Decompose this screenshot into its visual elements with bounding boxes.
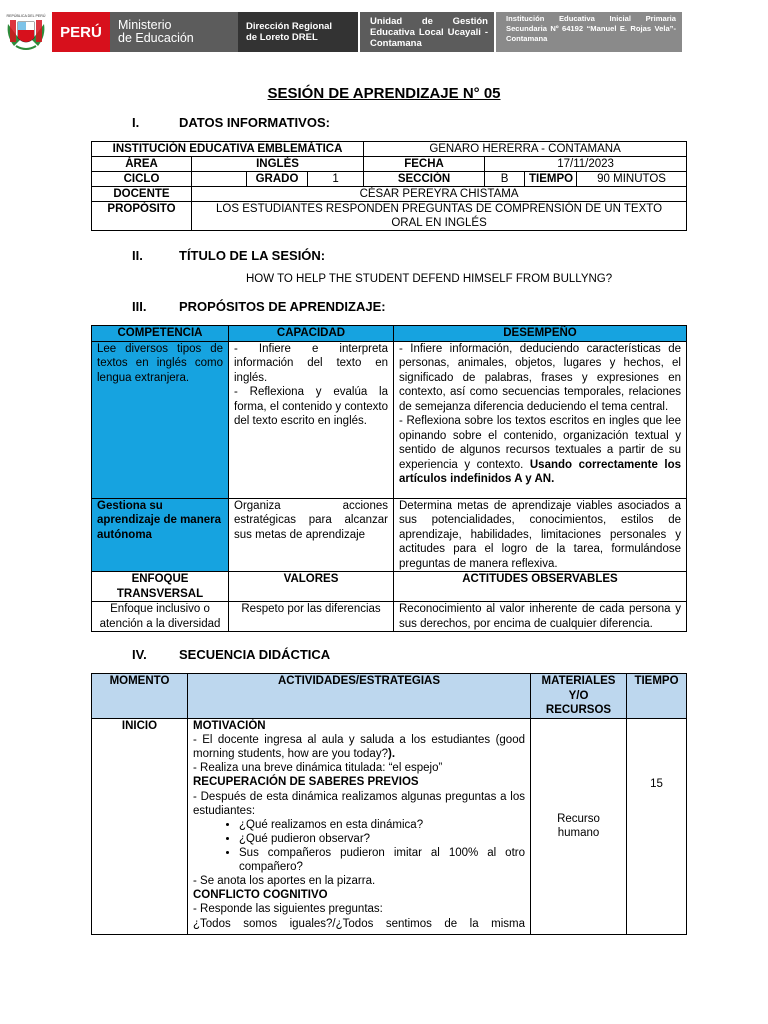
peru-crest [0, 10, 52, 54]
activity-line [193, 733, 525, 761]
capacidad-gestiona: Organiza acciones estratégicas para alcanzar sus metas de aprendizaje [229, 498, 394, 572]
ie-value: GENARO HERERRA - CONTAMANA [364, 142, 687, 157]
crest-label: REPÚBLICA DEL PERÚ [6, 14, 46, 18]
secuencia-table [91, 673, 687, 935]
activity-line: - Responde las siguientes preguntas: [193, 903, 383, 916]
section-title: TÍTULO DE LA SESIÓN: [179, 248, 326, 263]
desempeno-item: - Infiere información, deduciendo características de personas, animales, objetos, lugares y hechos, el significado de palabras, frases y expresiones en contexto, así como secuencias temporales, relaciones de semejanza diferencia deduciendo el tema central. [399, 342, 681, 413]
header-actividades: ACTIVIDADES/ESTRATEGIAS [188, 674, 531, 719]
header-tiempo: TIEMPO [627, 674, 687, 719]
session-title: HOW TO HELP THE STUDENT DEFEND HIMSELF FROM BULLYNG? [246, 273, 613, 285]
institucion-text: Institución Educativa Inicial Primaria Secundaria Nº 64192 “Manuel E. Rojas Vela”- Contamana [506, 14, 676, 43]
propositos-table [91, 325, 687, 632]
desempeno-gestiona: Determina metas de aprendizaje viables asociados a sus potencialidades, conocimientos, estilos de aprendizaje, habilidades, limitaciones personales y actitudes para el logro de la tarea, formulándose preguntas de manera reflexiva. [394, 498, 687, 572]
grado-value: 1 [308, 172, 364, 187]
desempeno-bold-text: Usando correctamente los artículos indefinidos A y AN. [399, 458, 681, 485]
section-secuencia-heading [132, 647, 330, 662]
section-propositos-heading [132, 299, 386, 314]
ugel-box [358, 12, 494, 52]
direccion-regional-box [238, 12, 358, 52]
activity-bold-text: ). [387, 747, 396, 760]
proposito-value: LOS ESTUDIANTES RESPONDEN PREGUNTAS DE COMPRENSIÓN DE UN TEXTO ORAL EN INGLÉS [192, 202, 687, 231]
section-titulo-heading [132, 248, 325, 263]
question-list [193, 818, 525, 874]
ministerio-line-1: Ministerio [118, 18, 172, 32]
peru-logo [52, 12, 110, 52]
actividades-inicio [188, 718, 531, 934]
header-desempeno: DESEMPEÑO [394, 326, 687, 342]
header-capacidad: CAPACIDAD [229, 326, 394, 342]
header-enfoque: ENFOQUE TRANSVERSAL [92, 572, 229, 602]
area-value: INGLÉS [192, 157, 364, 172]
section-number: II. [132, 248, 143, 263]
section-number: III. [132, 299, 147, 314]
fecha-value: 17/11/2023 [485, 157, 687, 172]
activity-line: - Después de esta dinámica realizamos algunas preguntas a los estudiantes: [193, 790, 525, 817]
seccion-label: SECCIÓN [364, 172, 485, 187]
capacidad-item: - Reflexiona y evalúa la forma, el contenido y contexto del texto escrito en inglés. [234, 386, 388, 427]
tiempo-inicio: 15 [627, 718, 687, 934]
capacidad-lee [229, 341, 394, 498]
question-item: • ¿Qué realizamos en esta dinámica? [239, 818, 525, 832]
actitudes-value: Reconocimiento al valor inherente de cada persona y sus derechos, por encima de cualquier diferencia. [394, 602, 687, 632]
coat-of-arms-icon [4, 12, 48, 52]
grado-label: GRADO [247, 172, 308, 187]
activity-line: - Realiza una breve dinámica titulada: “el espejo” [193, 762, 443, 775]
activity-line: ¿Todos somos iguales?/¿Todos sentimos de la misma [193, 917, 525, 930]
fecha-label: FECHA [364, 157, 485, 172]
recuperacion-heading: RECUPERACIÓN DE SABERES PREVIOS [193, 776, 419, 789]
section-datos-heading [132, 115, 330, 130]
ciclo-value [192, 172, 247, 187]
tiempo-label: TIEMPO [525, 172, 577, 187]
capacidad-item: - Infiere e interpreta información del texto en inglés. [234, 342, 388, 384]
header-competencia: COMPETENCIA [92, 326, 229, 342]
ciclo-label: CICLO [92, 172, 192, 187]
header-momento: MOMENTO [92, 674, 188, 719]
section-number: IV. [132, 647, 147, 662]
question-item: • Sus compañeros pudieron imitar al 100% al otro compañero? [239, 846, 525, 874]
ministerio-line-2: de Educación [118, 31, 194, 45]
peru-label: PERÚ [60, 23, 102, 41]
section-title: PROPÓSITOS DE APRENDIZAJE: [179, 299, 386, 314]
desempeno-item [399, 414, 681, 487]
section-title: DATOS INFORMATIVOS: [179, 115, 330, 130]
conflicto-heading: CONFLICTO COGNITIVO [193, 889, 328, 902]
motivacion-heading: MOTIVACIÓN [193, 719, 266, 732]
page-title: SESIÓN DE APRENDIZAJE N° 05 [267, 85, 501, 102]
tiempo-value: 90 MINUTOS [577, 172, 687, 187]
ugel-text: Unidad de Gestión Educativa Local Ucayali - Contamana [370, 15, 488, 49]
datos-table [91, 141, 687, 231]
competencia-gestiona: Gestiona su aprendizaje de manera autónoma [92, 498, 229, 572]
direccion-line-2: de Loreto DREL [246, 32, 318, 43]
seccion-value: B [485, 172, 525, 187]
proposito-label: PROPÓSITO [92, 202, 192, 231]
header-actitudes: ACTITUDES OBSERVABLES [394, 572, 687, 602]
direccion-line-1: Dirección Regional [246, 21, 333, 32]
valores-value: Respeto por las diferencias [229, 602, 394, 632]
section-number: I. [132, 115, 140, 130]
docente-label: DOCENTE [92, 187, 192, 202]
header-banner [0, 10, 702, 54]
activity-text: - El docente ingresa al aula y saluda a los estudiantes (good morning students, how are you today? [193, 733, 525, 760]
institucion-box [494, 12, 682, 52]
momento-inicio: INICIO [92, 718, 188, 934]
question-item: • ¿Qué pudieron observar? [239, 832, 525, 846]
ministerio-logo [110, 12, 238, 52]
header-valores: VALORES [229, 572, 394, 602]
activity-line: - Se anota los aportes en la pizarra. [193, 874, 376, 887]
docente-value: CÉSAR PEREYRA CHISTAMA [192, 187, 687, 202]
header-materiales: MATERIALES Y/O RECURSOS [531, 674, 627, 719]
desempeno-lee [394, 341, 687, 498]
area-label: ÁREA [92, 157, 192, 172]
section-title: SECUENCIA DIDÁCTICA [179, 647, 331, 662]
enfoque-value: Enfoque inclusivo o atención a la diversidad [92, 602, 229, 632]
materiales-inicio: Recurso humano [531, 718, 627, 934]
competencia-lee: Lee diversos tipos de textos en inglés como lengua extranjera. [92, 341, 229, 498]
desempeno-text: - Reflexiona sobre los textos escritos en ingles que lee opinando sobre el contenido, organización textual y sentido de algunos recursos textuales a partir de su experiencia y contexto. [399, 415, 681, 471]
ie-label: INSTITUCIÓN EDUCATIVA EMBLEMÁTICA [92, 142, 364, 157]
